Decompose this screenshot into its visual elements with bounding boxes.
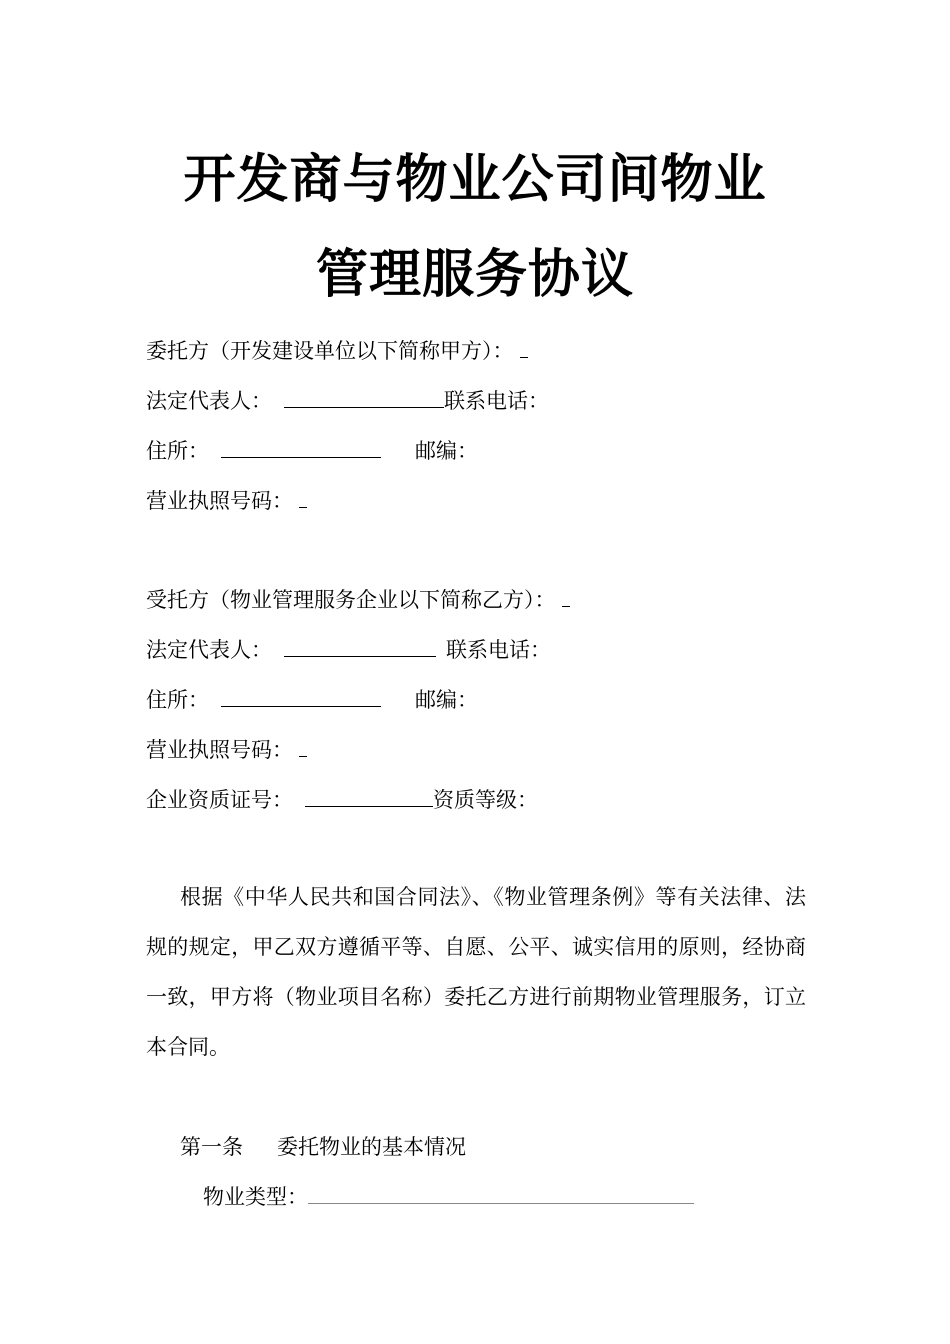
party-b-address-field[interactable] bbox=[221, 686, 381, 707]
party-a-heading: 委托方（开发建设单位以下简称甲方）： bbox=[146, 339, 514, 363]
party-a-postcode-label: 邮编： bbox=[415, 439, 478, 463]
party-b-name-field[interactable] bbox=[562, 586, 570, 607]
party-b-qualification-no-field[interactable] bbox=[305, 786, 433, 807]
property-type-row bbox=[203, 1182, 694, 1212]
party-a-license-field[interactable] bbox=[299, 487, 307, 508]
party-a-license-label: 营业执照号码： bbox=[146, 489, 293, 513]
document-title-line2: 管理服务协议 bbox=[315, 244, 634, 305]
party-b-rep-label: 法定代表人： bbox=[146, 638, 272, 662]
party-b-rep-row bbox=[146, 635, 551, 665]
party-b-license-field[interactable] bbox=[299, 736, 307, 757]
article-1-heading bbox=[180, 1132, 466, 1162]
party-a-rep-row bbox=[146, 386, 549, 416]
party-a-address-label: 住所： bbox=[146, 439, 209, 463]
party-b-qualification-level-label: 资质等级： bbox=[433, 788, 538, 812]
article-1-title: 委托物业的基本情况 bbox=[277, 1135, 466, 1159]
party-b-phone-label: 联系电话： bbox=[446, 638, 551, 662]
party-b-address-label: 住所： bbox=[146, 688, 209, 712]
party-b-rep-field[interactable] bbox=[284, 636, 436, 657]
party-b-postcode-label: 邮编： bbox=[415, 688, 478, 712]
party-a-phone-label: 联系电话： bbox=[444, 389, 549, 413]
article-1-number: 第一条 bbox=[180, 1135, 243, 1159]
party-a-rep-label: 法定代表人： bbox=[146, 389, 272, 413]
party-a-rep-field[interactable] bbox=[284, 387, 444, 408]
property-type-label: 物业类型： bbox=[203, 1185, 308, 1209]
party-a-address-row bbox=[146, 436, 478, 466]
party-b-address-row bbox=[146, 685, 478, 715]
document-title-line1: 开发商与物业公司间物业 bbox=[183, 149, 767, 210]
party-b-qualification-row bbox=[146, 785, 538, 815]
party-b-license-label: 营业执照号码： bbox=[146, 738, 293, 762]
party-b-qualification-no-label: 企业资质证号： bbox=[146, 788, 293, 812]
party-a-heading-row bbox=[146, 336, 528, 366]
intro-paragraph: 根据《中华人民共和国合同法》、《物业管理条例》等有关法律、法规的规定，甲乙双方遵循平等、自愿、公平、诚实信用的原则，经协商一致，甲方将（物业项目名称）委托乙方进行前期物业管理服务，订立本合同。 bbox=[146, 885, 806, 1059]
party-b-heading: 受托方（物业管理服务企业以下简称乙方）： bbox=[146, 588, 556, 612]
party-a-name-field[interactable] bbox=[520, 337, 528, 358]
party-b-license-row bbox=[146, 735, 307, 765]
party-b-heading-row bbox=[146, 585, 570, 615]
property-type-field[interactable] bbox=[308, 1183, 694, 1204]
party-a-address-field[interactable] bbox=[221, 437, 381, 458]
party-a-license-row bbox=[146, 486, 307, 516]
